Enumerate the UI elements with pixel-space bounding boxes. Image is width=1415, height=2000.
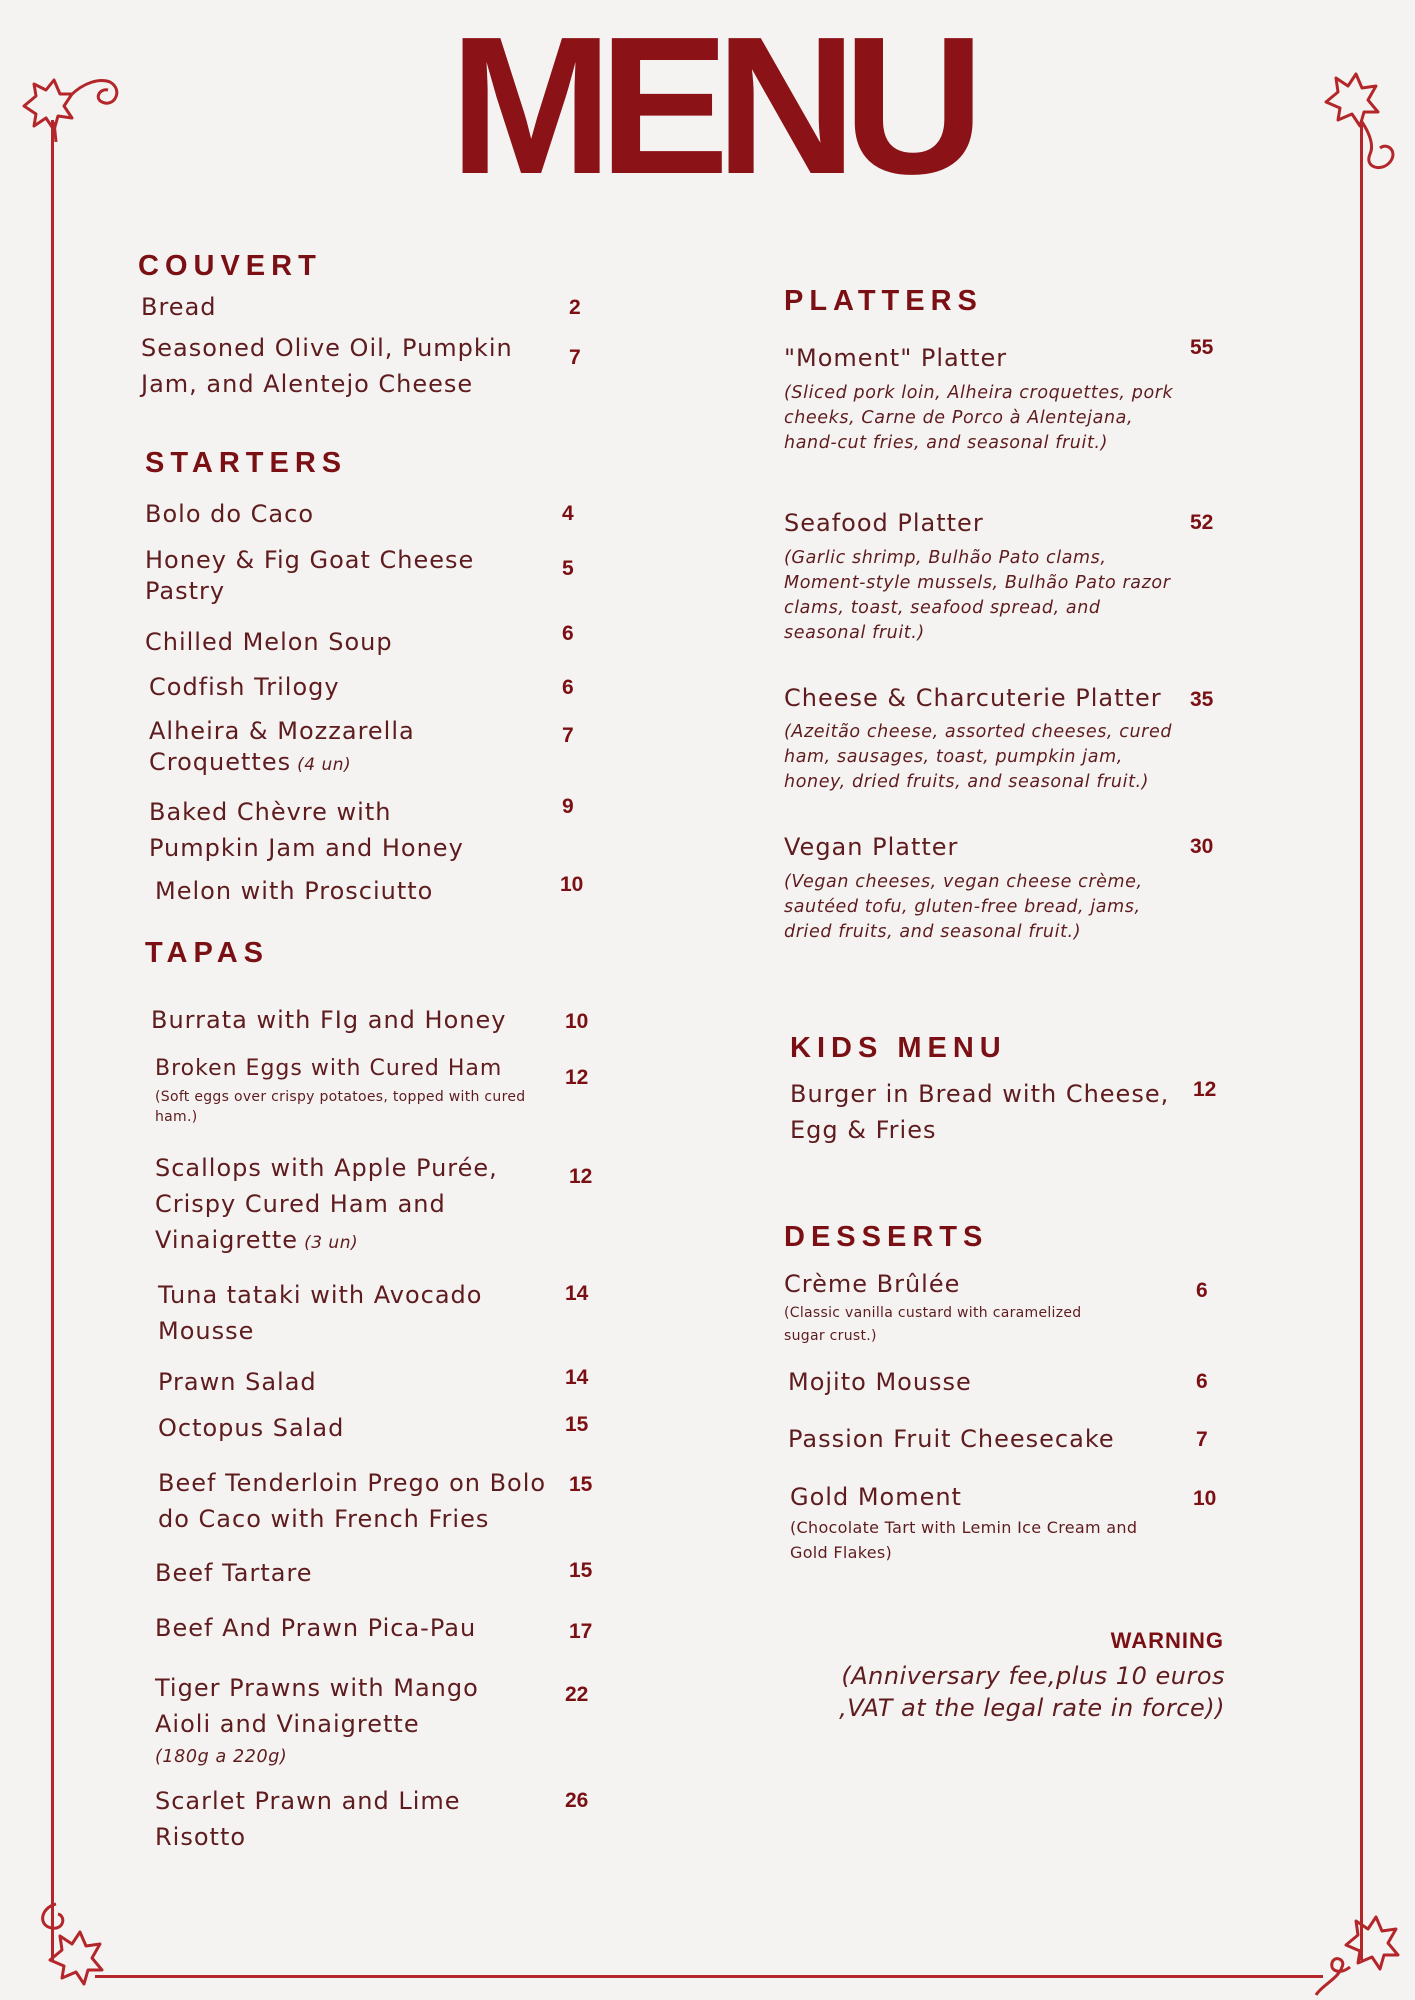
warning-text: (Anniversary fee,plus 10 euros ,VAT at the legal rate in force)) bbox=[839, 1662, 1225, 1722]
menu-item-description: (Vegan cheeses, vegan cheese crème, sautéed tofu, gluten-free bread, jams, dried fruits, and seasonal fruit.) bbox=[784, 872, 1143, 942]
menu-item-price: 7 bbox=[562, 724, 574, 747]
menu-item-name: Vegan Platter bbox=[784, 833, 959, 861]
menu-item-price: 52 bbox=[1190, 511, 1214, 534]
menu-item-price: 12 bbox=[565, 1066, 589, 1089]
menu-title: MENU bbox=[449, 0, 971, 215]
menu-item-price: 6 bbox=[562, 622, 574, 645]
menu-item-price: 6 bbox=[562, 676, 574, 699]
grape-leaf-icon bbox=[1310, 1905, 1410, 2000]
menu-item-price: 4 bbox=[562, 502, 574, 525]
menu-item-description: (Garlic shrimp, Bulhão Pato clams, Moment-style mussels, Bulhão Pato razor clams, toast, seafood spread, and seasonal fruit.) bbox=[784, 548, 1171, 643]
grape-leaf-icon bbox=[30, 1900, 130, 2000]
menu-item-name: Beef Tartare bbox=[155, 1559, 313, 1587]
menu-item-name: Crème Brûlée bbox=[784, 1270, 961, 1298]
menu-item-name: Gold Moment bbox=[790, 1483, 962, 1511]
section-title-kids-menu: KIDS MENU bbox=[790, 1032, 1007, 1064]
menu-item-name: Melon with Prosciutto bbox=[155, 877, 434, 905]
menu-item-name: Seasoned Olive Oil, Pumpkin Jam, and Alentejo Cheese bbox=[141, 334, 513, 398]
section-title-couvert: COUVERT bbox=[138, 250, 322, 282]
menu-item-description: (Classic vanilla custard with caramelized sugar crust.) bbox=[784, 1305, 1082, 1344]
menu-item-compound bbox=[155, 1150, 515, 1261]
menu-item-description: (Azeitão cheese, assorted cheeses, cured ham, sausages, toast, pumpkin jam, honey, dried fruits, and seasonal fruit.) bbox=[784, 722, 1173, 792]
menu-item-name: Bread bbox=[141, 293, 217, 321]
menu-item-price: 14 bbox=[565, 1282, 589, 1305]
menu-item-compound bbox=[149, 716, 469, 781]
menu-item-price: 5 bbox=[562, 557, 574, 580]
menu-item-description: (Chocolate Tart with Lemin Ice Cream and Gold Flakes) bbox=[790, 1518, 1138, 1562]
menu-item-price: 14 bbox=[565, 1366, 589, 1389]
menu-item-note: (4 un) bbox=[297, 755, 352, 775]
menu-item-name: Beef Tenderloin Prego on Bolo do Caco with French Fries bbox=[158, 1469, 547, 1533]
grape-leaf-icon bbox=[1318, 72, 1414, 172]
menu-item-name: Burger in Bread with Cheese, Egg & Fries bbox=[790, 1080, 1170, 1144]
frame-bottom-line bbox=[95, 1975, 1323, 1978]
menu-item-name: Tiger Prawns with Mango Aioli and Vinaigrette bbox=[155, 1674, 479, 1738]
menu-item-price: 55 bbox=[1190, 336, 1214, 359]
section-title-desserts: DESSERTS bbox=[784, 1221, 989, 1253]
menu-item-price: 15 bbox=[565, 1413, 589, 1436]
menu-item-price: 17 bbox=[569, 1620, 593, 1643]
menu-item-name: Prawn Salad bbox=[158, 1368, 317, 1396]
menu-item-price: 10 bbox=[560, 873, 584, 896]
section-title-starters: STARTERS bbox=[145, 447, 348, 479]
menu-item-name: Chilled Melon Soup bbox=[145, 628, 393, 656]
frame-left-line bbox=[51, 120, 54, 1960]
menu-item-name: Tuna tataki with Avocado Mousse bbox=[158, 1281, 483, 1345]
menu-item-price: 9 bbox=[562, 795, 574, 818]
menu-item-description: (Sliced pork loin, Alheira croquettes, pork cheeks, Carne de Porco à Alentejana, hand-cut fries, and seasonal fruit.) bbox=[784, 383, 1174, 453]
menu-item-price: 30 bbox=[1190, 835, 1214, 858]
menu-item-name: Seafood Platter bbox=[784, 509, 984, 537]
menu-item-name: Bolo do Caco bbox=[145, 500, 315, 528]
menu-item-name: "Moment" Platter bbox=[784, 344, 1008, 372]
menu-item-name: Octopus Salad bbox=[158, 1414, 345, 1442]
menu-item-price: 2 bbox=[569, 296, 581, 319]
grape-leaf-icon bbox=[14, 72, 124, 142]
menu-item-price: 10 bbox=[1193, 1487, 1217, 1510]
menu-item-price: 12 bbox=[569, 1165, 593, 1188]
menu-item-price: 15 bbox=[569, 1559, 593, 1582]
menu-item-price: 35 bbox=[1190, 688, 1214, 711]
menu-item-name: Codfish Trilogy bbox=[149, 673, 340, 701]
menu-item-name: Baked Chèvre with Pumpkin Jam and Honey bbox=[149, 798, 464, 862]
menu-item-price: 10 bbox=[565, 1010, 589, 1033]
menu-item-price: 26 bbox=[565, 1789, 589, 1812]
menu-item-note: (180g a 220g) bbox=[155, 1747, 288, 1767]
menu-item-name: Cheese & Charcuterie Platter bbox=[784, 684, 1162, 712]
menu-item-price: 22 bbox=[565, 1683, 589, 1706]
menu-item-name: Scarlet Prawn and Lime Risotto bbox=[155, 1787, 461, 1851]
warning-title: WARNING bbox=[1110, 1628, 1224, 1653]
menu-item-note: (3 un) bbox=[304, 1233, 359, 1253]
menu-item-price: 15 bbox=[569, 1473, 593, 1496]
menu-item-name: Beef And Prawn Pica-Pau bbox=[155, 1614, 477, 1642]
menu-item-description: (Soft eggs over crispy potatoes, topped with cured ham.) bbox=[155, 1089, 526, 1125]
menu-item-name: Broken Eggs with Cured Ham bbox=[155, 1056, 503, 1081]
menu-item-name: Honey & Fig Goat Cheese Pastry bbox=[145, 546, 475, 605]
menu-item-price: 12 bbox=[1193, 1078, 1217, 1101]
menu-item-price: 6 bbox=[1196, 1370, 1208, 1393]
menu-item-price: 7 bbox=[1196, 1428, 1208, 1451]
menu-item-name: Scallops with Apple Purée, Crispy Cured Ham and Vinaigrette bbox=[155, 1154, 498, 1254]
menu-item-name: Alheira & Mozzarella Croquettes bbox=[149, 717, 415, 776]
menu-item-name: Mojito Mousse bbox=[788, 1368, 972, 1396]
menu-item-price: 7 bbox=[569, 346, 581, 369]
menu-item-name: Burrata with FIg and Honey bbox=[151, 1006, 507, 1034]
section-title-platters: PLATTERS bbox=[784, 285, 983, 317]
menu-item-name: Passion Fruit Cheesecake bbox=[788, 1425, 1115, 1453]
menu-item-price: 6 bbox=[1196, 1279, 1208, 1302]
frame-right-line bbox=[1360, 120, 1363, 1960]
section-title-tapas: TAPAS bbox=[145, 937, 269, 969]
